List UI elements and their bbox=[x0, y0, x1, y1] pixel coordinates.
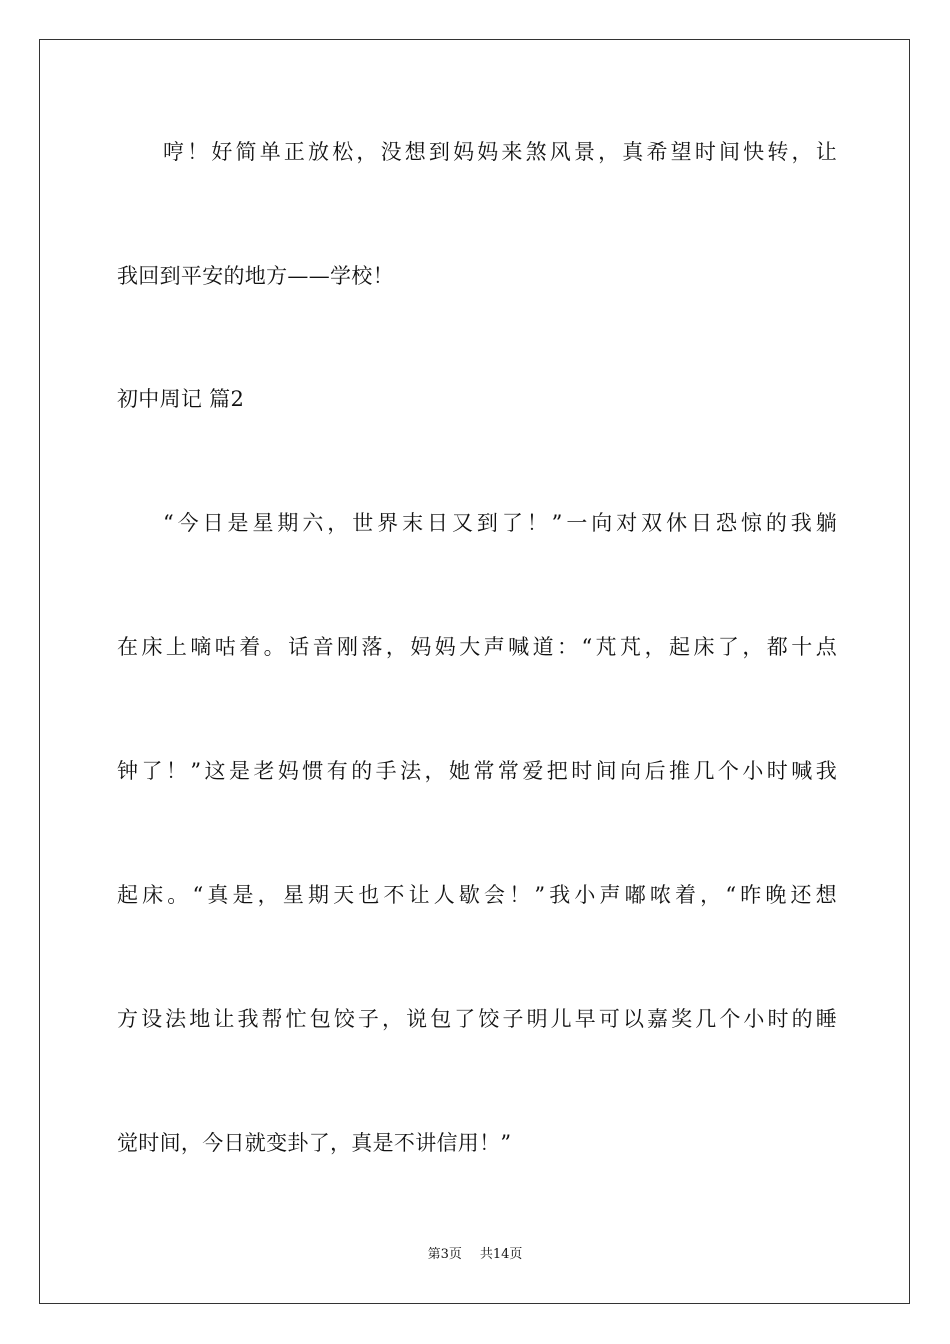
page-border bbox=[39, 39, 910, 1304]
paragraph-line: 哼！好简单正放松，没想到妈妈来煞风景，真希望时间快转，让 bbox=[163, 140, 837, 164]
page-number: 第3页 bbox=[427, 1247, 462, 1262]
paragraph-line: 我回到平安的地方——学校！ bbox=[117, 264, 394, 288]
paragraph-line: 钟了！”这是老妈惯有的手法，她常常爱把时间向后推几个小时喊我 bbox=[117, 759, 837, 783]
paragraph-line: 在床上嘀咕着。话音刚落，妈妈大声喊道：“芃芃，起床了，都十点 bbox=[117, 635, 837, 659]
paragraph-line: 觉时间，今日就变卦了，真是不讲信用！” bbox=[117, 1131, 512, 1155]
page-footer bbox=[0, 1246, 950, 1264]
paragraph-line: 方设法地让我帮忙包饺子，说包了饺子明儿早可以嘉奖几个小时的睡 bbox=[117, 1007, 837, 1031]
paragraph-line: “今日是星期六，世界末日又到了！”一向对双休日恐惊的我躺 bbox=[163, 511, 837, 535]
paragraph-line: 起床。“真是，星期天也不让人歇会！”我小声嘟哝着，“昨晚还想 bbox=[117, 883, 837, 907]
section-heading: 初中周记 篇2 bbox=[117, 387, 245, 411]
total-pages: 共14页 bbox=[479, 1247, 523, 1262]
